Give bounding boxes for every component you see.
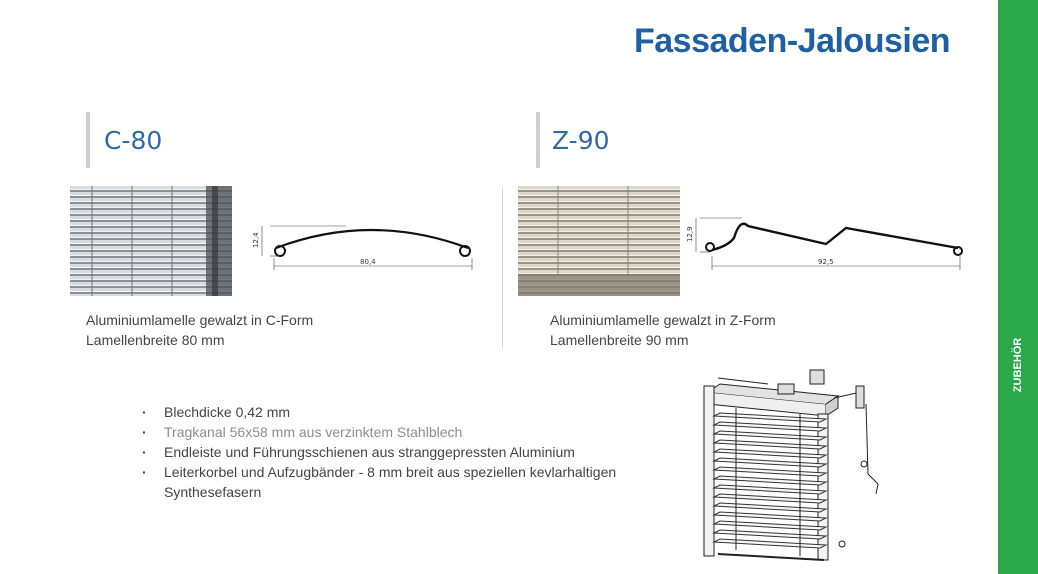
spec-item: · Blechdicke 0,42 mm	[140, 402, 660, 422]
blind-slat	[714, 521, 826, 530]
spec-list	[140, 402, 660, 502]
blind-slat	[714, 458, 826, 467]
blind-slat	[714, 512, 826, 521]
z90-heading-bar	[536, 112, 540, 168]
z90-profile-drawing	[682, 210, 972, 280]
spec-item: · Endleiste und Führungsschienen aus stranggepressten Aluminium	[140, 442, 660, 462]
blind-slat	[714, 539, 826, 548]
spec-item-continuation	[140, 482, 660, 502]
c80-width-label: 80,4	[360, 258, 376, 266]
blind-slat	[714, 530, 826, 539]
side-tab-label: ZUBEHÖR	[1012, 337, 1025, 393]
z90-height-label: 12,9	[686, 226, 694, 242]
c80-desc-line-1: Aluminiumlamelle gewalzt in C-Form	[86, 312, 314, 328]
blind-slat	[714, 431, 826, 440]
spec-item-text: Synthesefasern	[164, 484, 262, 500]
c80-desc-line-2: Lamellenbreite 80 mm	[86, 332, 225, 348]
z90-photo	[518, 186, 680, 296]
page-title: Fassaden-Jalousien	[633, 22, 950, 60]
blind-slat	[714, 467, 826, 476]
c80-profile-drawing	[246, 214, 486, 276]
z90-width-label: 92,5	[818, 258, 834, 266]
c80-heading: C-80	[104, 126, 163, 155]
blind-slat	[714, 503, 826, 512]
z90-heading: Z-90	[552, 126, 610, 155]
spec-item: · Tragkanal 56x58 mm aus verzinktem Stahlblech	[140, 422, 660, 442]
c80-photo	[70, 186, 232, 296]
side-tab[interactable]	[998, 0, 1038, 574]
blind-slat	[714, 476, 826, 485]
section-divider	[502, 188, 503, 348]
z90-description	[550, 310, 776, 350]
c80-height-label: 12,4	[252, 232, 260, 248]
blind-slat	[714, 449, 826, 458]
c80-description	[86, 310, 313, 350]
blind-slat	[714, 422, 826, 431]
z90-desc-line-2: Lamellenbreite 90 mm	[550, 332, 689, 348]
c80-heading-bar	[86, 112, 90, 168]
blind-assembly-drawing	[692, 364, 892, 564]
z90-desc-line-1: Aluminiumlamelle gewalzt in Z-Form	[550, 312, 776, 328]
spec-item: · Leiterkorbel und Aufzugbänder - 8 mm breit aus speziellen kevlarhaltigen	[140, 462, 660, 482]
blind-slat	[714, 440, 826, 449]
blind-slat	[714, 494, 826, 503]
blind-slat	[714, 485, 826, 494]
